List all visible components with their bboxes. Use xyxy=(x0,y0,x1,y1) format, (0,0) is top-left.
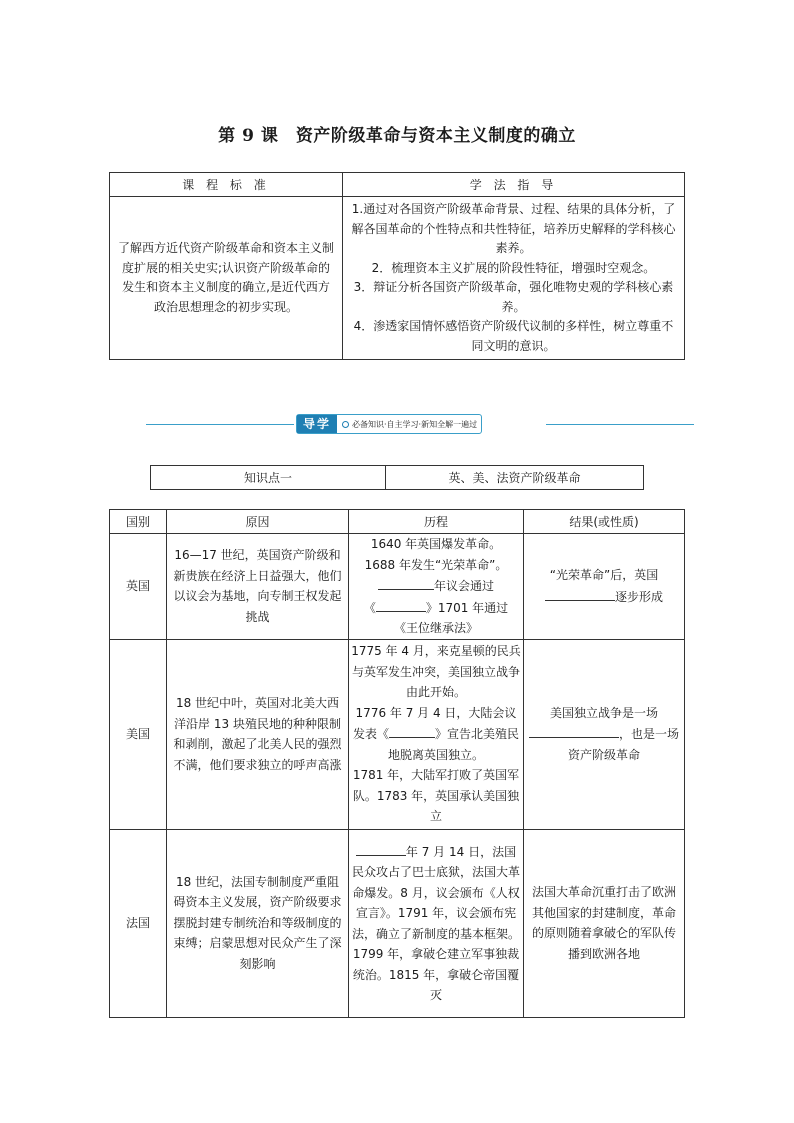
standards-table xyxy=(109,172,685,360)
column-header: 国别 xyxy=(110,510,167,534)
process-line: 1640 年英国爆发革命。 xyxy=(370,537,502,551)
country-cell: 英国 xyxy=(110,534,167,640)
country-cell: 美国 xyxy=(110,639,167,829)
knowledge-point-header xyxy=(150,465,644,490)
column-header: 结果(或性质) xyxy=(524,510,685,534)
country-cell: 法国 xyxy=(110,829,167,1017)
answer-blank[interactable] xyxy=(389,723,435,738)
process-text: 年 7 月 14 日，法国民众攻占了巴士底狱，法国大革命爆发。8 月，议会颁布《人权宣言》。1791 年，议会颁布宪法，确立了新制度的基本框架。 xyxy=(351,844,520,941)
standards-header: 课 程 标 准 xyxy=(110,173,343,197)
cause-cell: 16—17 世纪，英国资产阶级和新贵族在经济上日益强大，他们以议会为基地，向专制王权发起挑战 xyxy=(167,534,349,640)
answer-blank[interactable] xyxy=(378,575,434,590)
banner-pill xyxy=(296,414,482,434)
process-text: 》1701 年通过 xyxy=(425,600,509,615)
table-row xyxy=(110,639,685,829)
result-line: 美国独立战争是一场 xyxy=(549,705,658,720)
knowledge-point-label: 知识点一 xyxy=(151,466,386,490)
cause-cell: 18 世纪中叶，英国对北美大西洋沿岸 13 块殖民地的种种限制和剥削，激起了北美人民的强烈不满，他们要求独立的呼声高涨 xyxy=(167,639,349,829)
process-cell xyxy=(349,829,524,1017)
method-header: 学 法 指 导 xyxy=(343,173,685,197)
cause-cell: 18 世纪，法国专制制度严重阻碍资本主义发展，资产阶级要求摆脱封建专制统治和等级制度的束缚；启蒙思想对民众产生了深刻影响 xyxy=(167,829,349,1017)
banner-line xyxy=(146,424,294,425)
process-line xyxy=(351,703,521,766)
result-cell: 法国大革命沉重打击了欧洲其他国家的封建制度，革命的原则随着拿破仑的军队传播到欧洲各地 xyxy=(524,829,685,1017)
method-list xyxy=(343,197,685,360)
method-item: 2．梳理资本主义扩展的阶段性特征，增强时空观念。 xyxy=(371,260,656,275)
table-row xyxy=(110,534,685,640)
process-line: 《王位继承法》 xyxy=(393,621,478,635)
result-text: 逐步形成 xyxy=(614,589,663,604)
process-line: 1688 年发生“光荣革命”。 xyxy=(364,557,508,572)
process-text: 《 xyxy=(363,600,376,615)
column-header: 原因 xyxy=(167,510,349,534)
result-line: “光荣革命”后，英国 xyxy=(549,568,659,583)
column-header: 历程 xyxy=(349,510,524,534)
process-line xyxy=(351,575,521,597)
answer-blank[interactable] xyxy=(529,723,619,738)
result-line xyxy=(528,586,680,608)
result-text: ，也是一场资产阶级革命 xyxy=(567,727,679,762)
result-line xyxy=(528,723,680,765)
section-banner xyxy=(146,414,694,434)
result-cell xyxy=(524,639,685,829)
standards-text: 了解西方近代资产阶级革命和资本主义制度扩展的相关史实;认识资产阶级革命的发生和资本主义制度的确立,是近代西方政治思想理念的初步实现。 xyxy=(110,197,343,360)
result-cell xyxy=(524,534,685,640)
answer-blank[interactable] xyxy=(376,597,426,612)
bullet-icon xyxy=(342,421,349,428)
method-item: 1.通过对各国资产阶级革命背景、过程、结果的具体分析，了解各国革命的个性特点和共性特征，培养历史解释的学科核心素养。 xyxy=(351,202,676,255)
knowledge-point-title: 英、美、法资产阶级革命 xyxy=(386,466,644,490)
process-text: 年议会通过 xyxy=(433,579,494,593)
banner-tag: 导学 xyxy=(297,415,337,433)
answer-blank[interactable] xyxy=(545,586,615,601)
banner-subtitle: 必备知识·自主学习·新知全解一遍过 xyxy=(352,419,478,429)
process-cell xyxy=(349,534,524,640)
process-line xyxy=(351,597,521,619)
process-text: 》宣告北美殖民地脱离英国独立。 xyxy=(387,727,520,762)
revolutions-table xyxy=(109,509,685,1018)
method-item: 3．辩证分析各国资产阶级革命，强化唯物史观的学科核心素养。 xyxy=(353,280,674,314)
method-item: 4．渗透家国情怀感悟资产阶级代议制的多样性，树立尊重不同文明的意识。 xyxy=(353,319,674,353)
process-line: 1781 年，大陆军打败了英国军队。1783 年，英国承认美国独立 xyxy=(352,768,520,824)
answer-blank[interactable] xyxy=(356,841,406,856)
process-line: 1775 年 4 月，来克星顿的民兵与英军发生冲突，美国独立战争由此开始。 xyxy=(351,644,521,700)
banner-line xyxy=(546,424,694,425)
page-title: 第 9 课 资产阶级革命与资本主义制度的确立 xyxy=(218,126,576,146)
process-text: 1776 年 7 月 4 日，大陆会议发表《 xyxy=(352,705,517,742)
process-line: 1799 年，拿破仑建立军事独裁统治。1815 年，拿破仑帝国覆灭 xyxy=(352,947,520,1002)
process-cell xyxy=(349,639,524,829)
table-row xyxy=(110,829,685,1017)
process-line xyxy=(351,841,521,945)
